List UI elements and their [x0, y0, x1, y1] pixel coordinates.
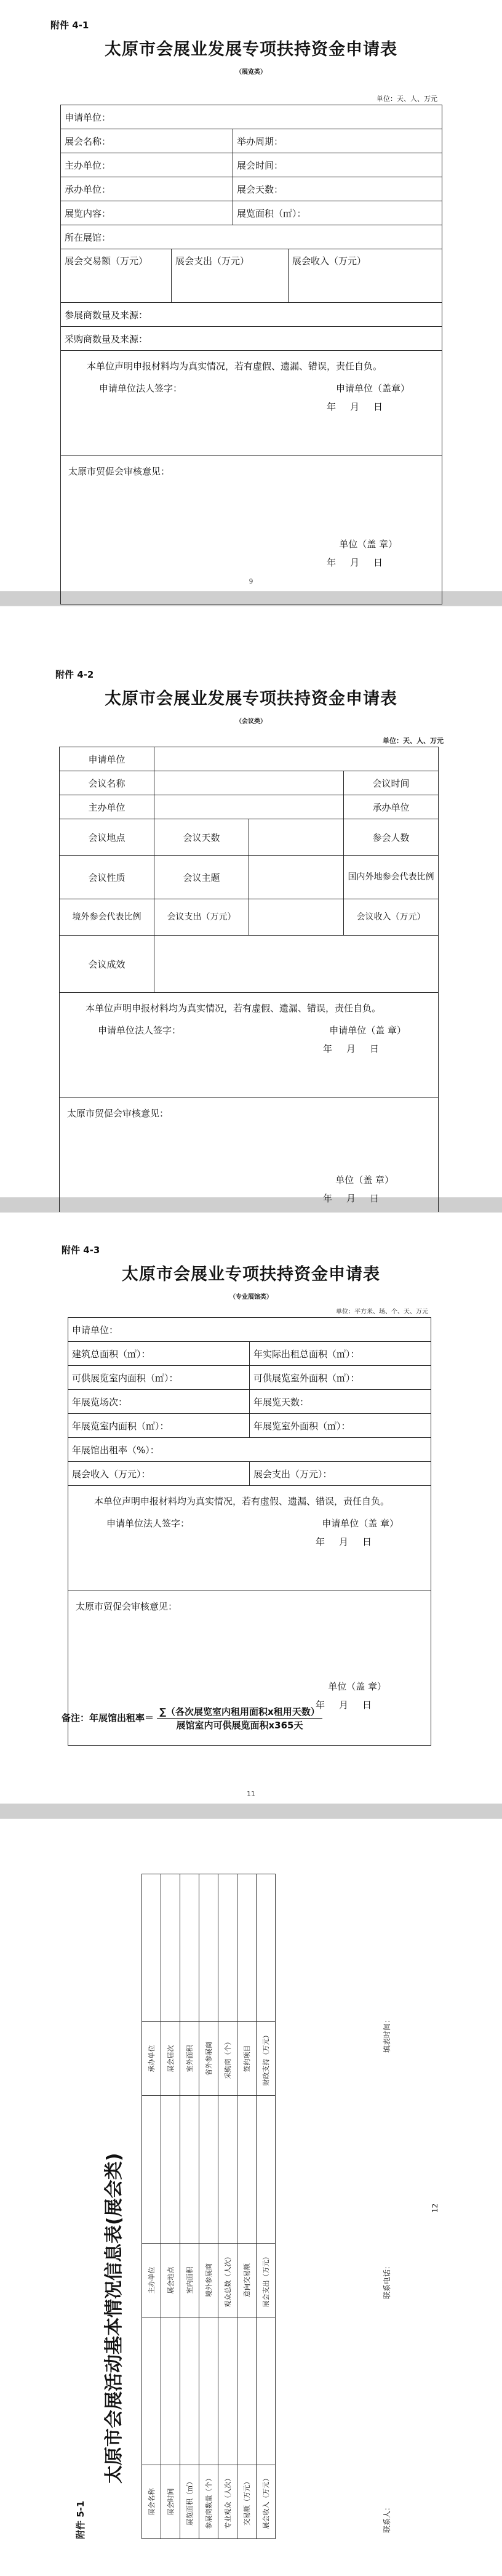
review-label: 太原市贸促会审核意见： — [76, 1601, 178, 1612]
results-input[interactable] — [154, 936, 439, 993]
page-title: 太原市会展业专项扶持资金申请表 — [122, 1265, 380, 1284]
outdoor-area-field[interactable]: 可供展览室外面积（㎡）： — [250, 1366, 431, 1390]
declaration-date: 年 月 日 — [323, 1043, 382, 1054]
cell: 展会支出（万元） — [257, 2244, 276, 2317]
cell[interactable] — [180, 1874, 199, 2022]
application-form-table — [68, 1317, 431, 1746]
cell[interactable] — [257, 2317, 276, 2465]
cell: 签约项目 — [237, 2022, 257, 2096]
application-form-table — [59, 747, 439, 1240]
page-annex-4-3 — [0, 1213, 502, 1804]
cell[interactable] — [142, 1874, 161, 2022]
income-field[interactable]: 展会收入（万元）： — [68, 1462, 250, 1486]
page-number: 9 — [249, 577, 253, 585]
review-date: 年 月 日 — [316, 1699, 375, 1711]
table-row — [218, 1874, 237, 2539]
cell: 承办单位 — [142, 2022, 161, 2096]
annex-label: 附件 4-3 — [62, 1245, 100, 1256]
seal-label: 申请单位（盖 章） — [329, 1025, 407, 1036]
cell: 展会届次 — [161, 2022, 180, 2096]
cell: 境外参展商 — [199, 2244, 218, 2317]
page-subtitle: （会议类） — [236, 718, 266, 725]
shows-field[interactable]: 年展览场次： — [68, 1390, 250, 1414]
scale-label: 会议主题 — [154, 856, 249, 899]
buyers-field[interactable]: 采购商数量及来源： — [61, 327, 442, 351]
cell[interactable] — [180, 2317, 199, 2465]
review-date: 年 月 日 — [327, 557, 386, 568]
page-number: 11 — [247, 1790, 255, 1798]
table-row — [199, 1874, 218, 2539]
review-label: 太原市贸促会审核意见： — [68, 466, 170, 477]
exhibition-content-field[interactable]: 展览内容： — [61, 201, 233, 225]
total-budget-field[interactable]: 展会交易额（万元） — [61, 249, 172, 303]
cell[interactable] — [257, 2096, 276, 2244]
cell[interactable] — [199, 2317, 218, 2465]
exhibition-area-field[interactable]: 展览面积（㎡）： — [233, 201, 442, 225]
cell: 交易额（万元） — [237, 2465, 257, 2539]
cell: 展会名称 — [142, 2465, 161, 2539]
results-label: 会议成效 — [60, 936, 154, 993]
show-days-field[interactable]: 年展览天数： — [250, 1390, 431, 1414]
attendees-label: 参会人数 — [344, 819, 439, 856]
cell[interactable] — [218, 2317, 237, 2465]
table-row — [142, 1874, 161, 2539]
declaration-box — [61, 351, 442, 456]
scale-input[interactable] — [249, 856, 344, 899]
expenditure-input[interactable] — [249, 899, 344, 936]
cell: 展会收入（万元） — [257, 2465, 276, 2539]
year-indoor-field[interactable]: 年展览室内面积（㎡）： — [68, 1414, 250, 1438]
unit-label: 单位：天、人、万元 — [383, 737, 444, 745]
cell[interactable] — [161, 2317, 180, 2465]
cell: 展览面积（㎡） — [180, 2465, 199, 2539]
declaration-date: 年 月 日 — [316, 1536, 375, 1547]
legal-rep-label: 申请单位法人签字： — [99, 383, 183, 394]
table-row — [257, 1874, 276, 2539]
applicant-input[interactable] — [154, 747, 439, 771]
table-row — [237, 1874, 257, 2539]
page-subtitle: （展览类） — [236, 69, 266, 76]
organizer-field[interactable]: 主办单位： — [61, 153, 233, 177]
applicant-label: 申请单位 — [60, 747, 154, 771]
declaration-text: 本单位声明申报材料均为真实情况，若有虚假、遗漏、错误，责任自负。 — [94, 1496, 390, 1507]
review-seal: 单位（盖 章） — [335, 1174, 394, 1186]
annex-label: 附件 5-1 — [75, 2500, 86, 2539]
page-annex-4-2 — [0, 606, 502, 1204]
declaration-date: 年 月 日 — [327, 401, 386, 412]
page-annex-4-1 — [0, 0, 502, 591]
exhibition-name-field[interactable]: 展会名称： — [61, 129, 233, 153]
applicant-field[interactable]: 申请单位： — [61, 105, 442, 129]
page-number: 12 — [431, 2203, 439, 2213]
exhibitors-field[interactable]: 参展商数量及来源： — [61, 303, 442, 327]
rent-rate-formula — [157, 1705, 322, 1731]
table-row — [161, 1874, 180, 2539]
exhibition-days-field[interactable]: 展会天数： — [233, 177, 442, 201]
cell[interactable] — [257, 1874, 276, 2022]
cell: 参展商数量（个） — [199, 2465, 218, 2539]
income-field[interactable]: 展会收入（万元） — [289, 249, 442, 303]
domestic-ratio-label: 国内外地参会代表比例 — [344, 856, 439, 899]
page-subtitle: （专业展馆类） — [229, 1294, 273, 1301]
seal-label: 申请单位（盖章） — [336, 383, 410, 394]
venue-field[interactable]: 所在展馆： — [61, 225, 442, 249]
nature-label: 会议性质 — [60, 856, 154, 899]
cell: 专业观众（人次） — [218, 2465, 237, 2539]
year-outdoor-field[interactable]: 年展览室外面积（㎡）： — [250, 1414, 431, 1438]
cell[interactable] — [161, 1874, 180, 2022]
legal-rep-label: 申请单位法人签字： — [98, 1025, 181, 1036]
organizer-input[interactable] — [154, 795, 344, 819]
holding-period-field[interactable]: 举办周期： — [233, 129, 442, 153]
table-row — [180, 1874, 199, 2539]
cell: 省外参展商 — [199, 2022, 218, 2096]
contractor-field[interactable]: 承办单位： — [61, 177, 233, 201]
page-title: 太原市会展业发展专项扶持资金申请表 — [105, 689, 397, 708]
info-table — [141, 1874, 276, 2539]
cell[interactable] — [218, 2096, 237, 2244]
expenditure-label: 会议支出（万元） — [154, 899, 249, 936]
formula-denominator: 展馆室内可供展览面积x365天 — [176, 1720, 303, 1731]
fill-date-label: 填表时间： — [383, 2015, 391, 2053]
cell: 室外面积 — [180, 2022, 199, 2096]
note-label: 备注：年展馆出租率＝ — [62, 1712, 154, 1723]
cell: 主办单位 — [142, 2244, 161, 2317]
page-title: 太原市会展活动基本情况信息表(展会类) — [103, 2153, 125, 2484]
venue-label: 会议地点 — [60, 819, 154, 856]
page-title: 太原市会展业发展专项扶持资金申请表 — [105, 40, 397, 59]
contact-label: 联系人： — [383, 2503, 391, 2533]
seal-label: 申请单位（盖 章） — [322, 1518, 399, 1529]
phone-label: 联系电话： — [383, 2261, 391, 2299]
cell: 观众总数（人次） — [218, 2244, 237, 2317]
indoor-area-field[interactable]: 可供展览室内面积（㎡）： — [68, 1366, 250, 1390]
declaration-box — [60, 993, 439, 1098]
building-area-field[interactable]: 建筑总面积（㎡）： — [68, 1342, 250, 1366]
cell[interactable] — [237, 2317, 257, 2465]
rent-rate-note — [62, 1705, 322, 1731]
applicant-field[interactable]: 申请单位： — [68, 1318, 431, 1342]
review-date: 年 月 日 — [323, 1193, 382, 1204]
application-form-table — [60, 105, 442, 604]
expenditure-field[interactable]: 展会支出（万元）： — [250, 1462, 431, 1486]
meeting-name-label: 会议名称 — [60, 771, 154, 795]
overseas-ratio-label: 境外参会代表比例 — [60, 899, 154, 936]
cell: 采购商（个） — [218, 2022, 237, 2096]
cell: 展会地点 — [161, 2244, 180, 2317]
exhibition-time-field[interactable]: 展会时间： — [233, 153, 442, 177]
rent-rate-field[interactable]: 年展馆出租率（%）： — [68, 1438, 431, 1462]
annex-label: 附件 4-1 — [50, 20, 89, 31]
cell[interactable] — [142, 2317, 161, 2465]
cell[interactable] — [199, 2096, 218, 2244]
days-input[interactable] — [249, 819, 344, 856]
rental-area-field[interactable]: 年实际出租总面积（㎡）： — [250, 1342, 431, 1366]
days-label: 会议天数 — [154, 819, 249, 856]
meeting-name-input[interactable] — [154, 771, 344, 795]
unit-label: 单位：天、人、万元 — [376, 95, 437, 103]
cell[interactable] — [142, 2096, 161, 2244]
expenditure-field[interactable]: 展会支出（万元） — [172, 249, 289, 303]
annex-label: 附件 4-2 — [55, 669, 94, 680]
contractor-label: 承办单位 — [344, 795, 439, 819]
declaration-text: 本单位声明申报材料均为真实情况，若有虚假、遗漏、错误，责任自负。 — [87, 361, 383, 372]
organizer-label: 主办单位 — [60, 795, 154, 819]
meeting-time-label: 会议时间 — [344, 771, 439, 795]
cell[interactable] — [218, 1874, 237, 2022]
formula-numerator: ∑（各次展览室内租用面积x租用天数） — [157, 1705, 322, 1719]
cell: 意向交易额 — [237, 2244, 257, 2317]
review-label: 太原市贸促会审核意见： — [67, 1108, 169, 1119]
cell: 室内面积 — [180, 2244, 199, 2317]
cell[interactable] — [237, 1874, 257, 2022]
page-annex-5-1 — [0, 1819, 502, 2576]
declaration-text: 本单位声明申报材料均为真实情况，若有虚假、遗漏、错误，责任自负。 — [86, 1003, 381, 1014]
cell[interactable] — [161, 2096, 180, 2244]
review-seal: 单位（盖 章） — [339, 539, 398, 550]
declaration-box — [68, 1486, 431, 1591]
cell[interactable] — [199, 1874, 218, 2022]
income-label: 会议收入（万元） — [344, 899, 439, 936]
cell[interactable] — [180, 2096, 199, 2244]
review-seal: 单位（盖 章） — [328, 1681, 387, 1692]
cell: 财政支持（万元） — [257, 2022, 276, 2096]
cell[interactable] — [237, 2096, 257, 2244]
rotated-content — [74, 1844, 455, 2558]
cell: 展会时间 — [161, 2465, 180, 2539]
unit-label: 单位：平方米、场、个、天、万元 — [336, 1309, 428, 1315]
legal-rep-label: 申请单位法人签字： — [106, 1518, 190, 1529]
